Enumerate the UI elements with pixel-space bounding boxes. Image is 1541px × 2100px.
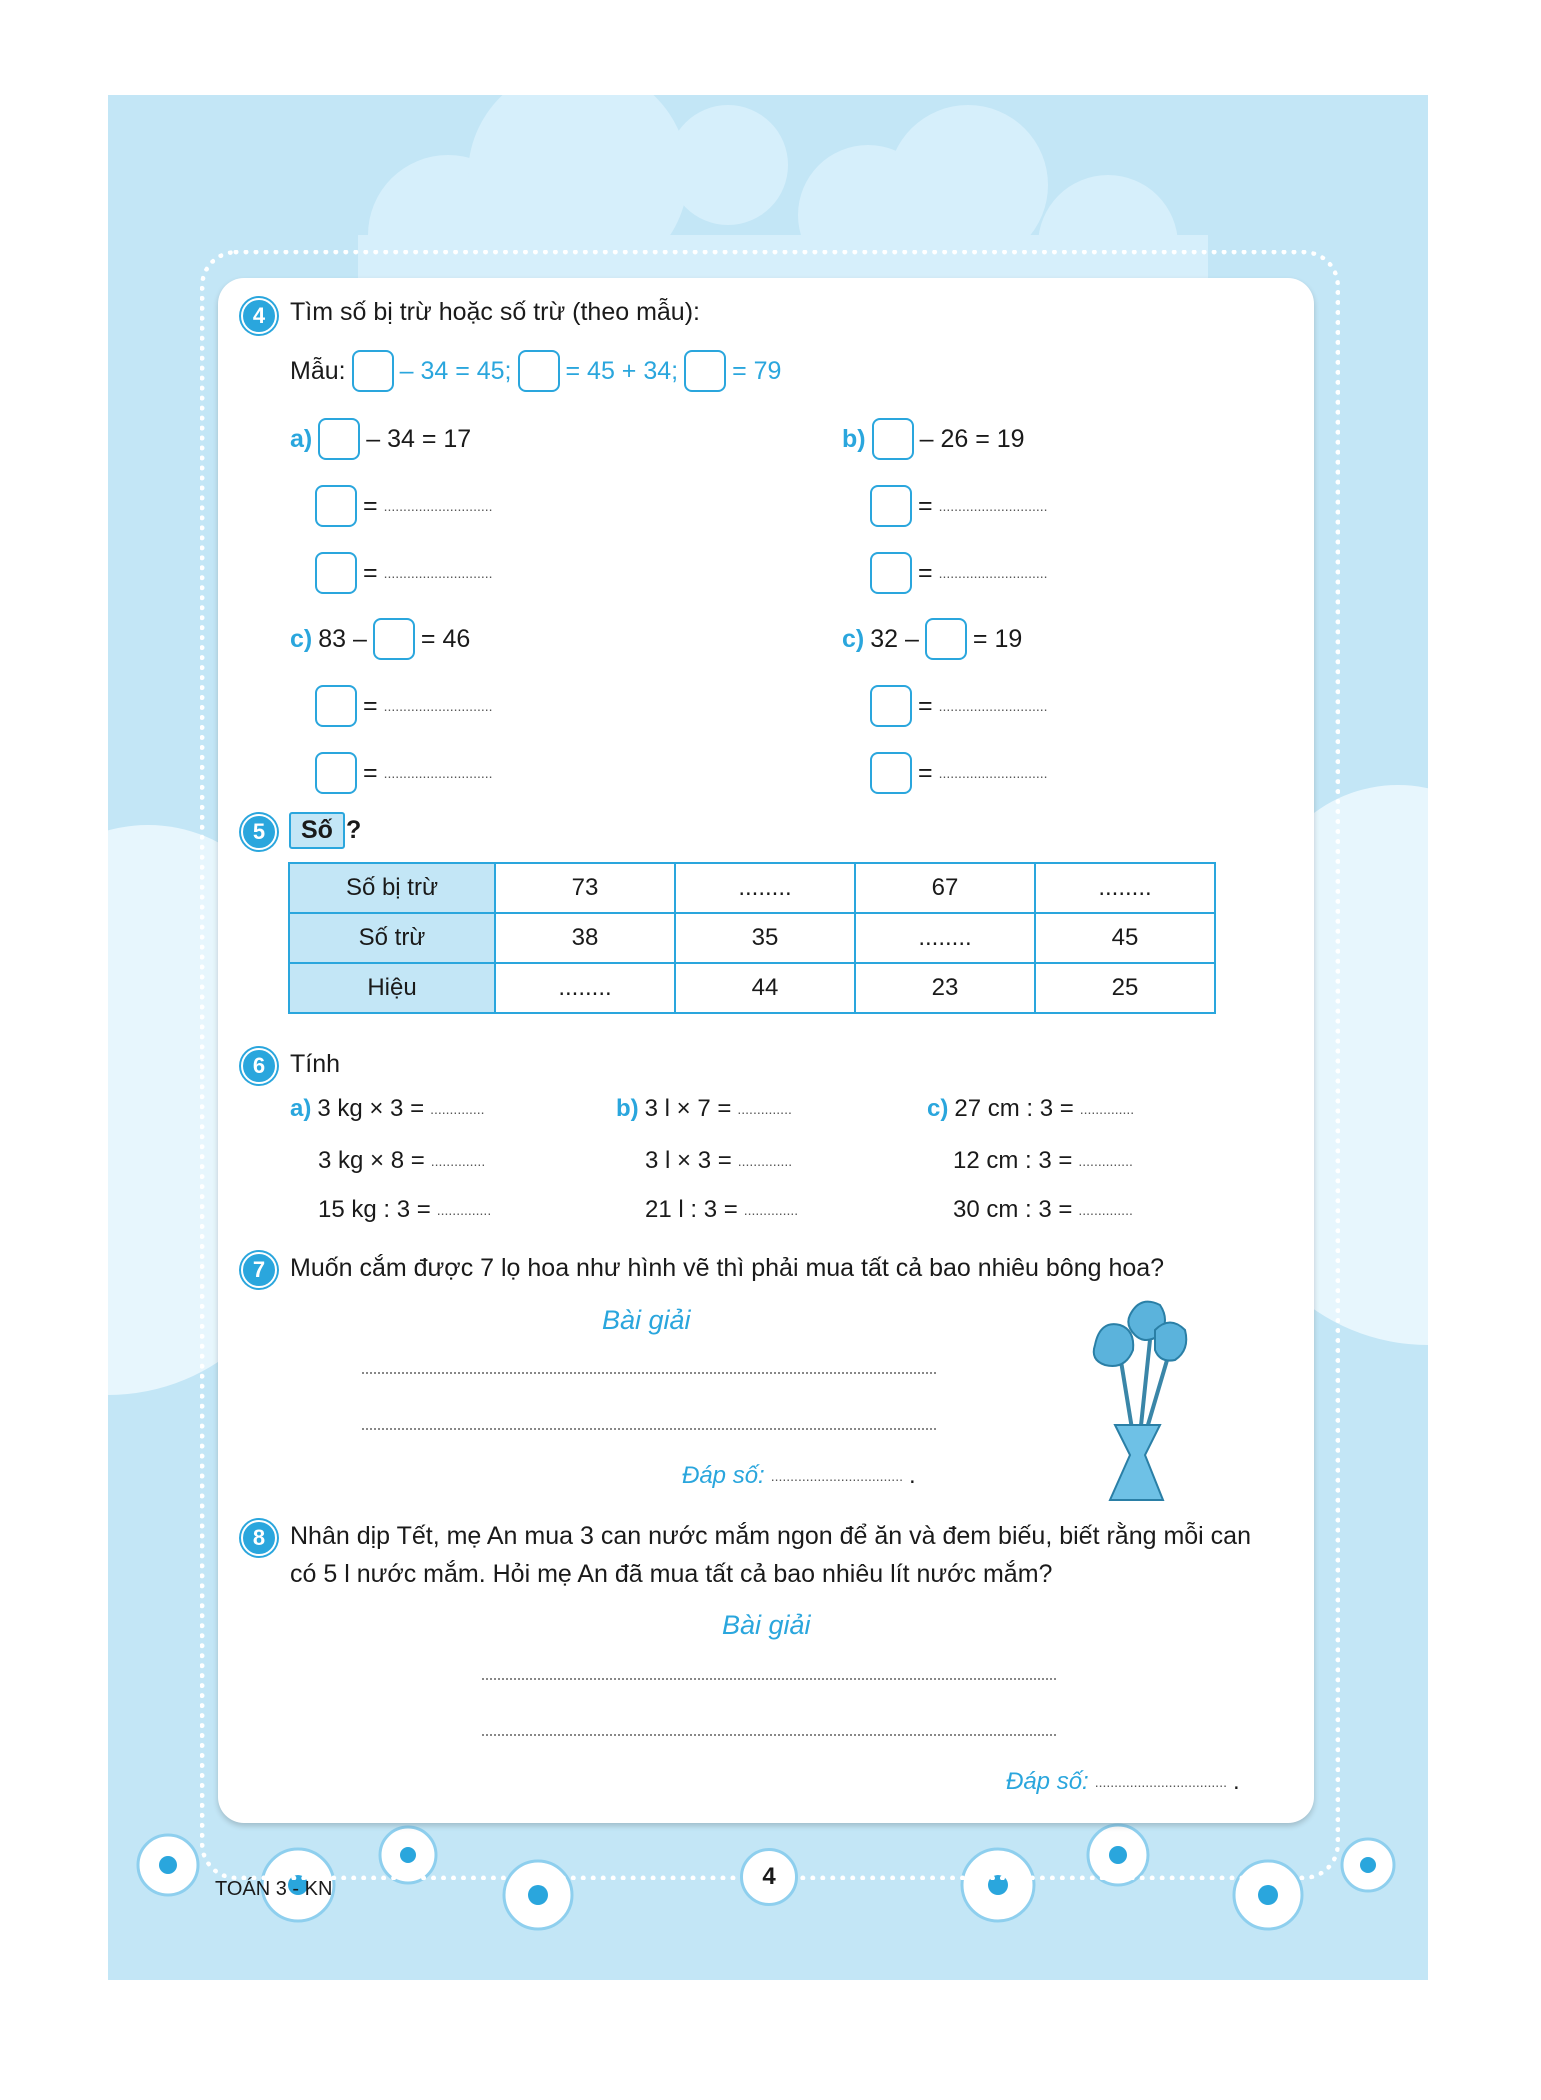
page-number: 4 [740, 1848, 798, 1906]
table-cell: 67 [855, 863, 1035, 913]
q8-solution-label: Bài giải [722, 1610, 811, 1640]
table-row [289, 963, 1215, 1013]
table-cell: 45 [1035, 913, 1215, 963]
fill-blank[interactable]: ............................ [938, 698, 1048, 714]
question-8-badge: 8 [241, 1520, 277, 1556]
q7-answer-row [682, 1462, 916, 1490]
q6-expr: 15 kg : 3 = [318, 1196, 431, 1223]
answer-box[interactable] [318, 418, 360, 460]
period: . [908, 1462, 916, 1489]
question-8-line-1: Nhân dịp Tết, mẹ An mua 3 can nước mắm ngon để ăn và đem biếu, biết rằng mỗi can [290, 1522, 1251, 1550]
equals-sign: = [918, 758, 933, 787]
answer-box[interactable] [925, 618, 967, 660]
q7-answer-line-2[interactable] [362, 1428, 936, 1430]
fill-blank[interactable]: .............. [737, 1101, 792, 1117]
q8-answer-label: Đáp số: [1006, 1768, 1089, 1795]
q7-answer-line-1[interactable] [362, 1372, 936, 1374]
part-c2-label: c) [842, 624, 865, 653]
part-c1-step-1 [315, 685, 493, 727]
part-c2-left: 32 – [870, 624, 919, 653]
equals-sign: = [363, 491, 378, 520]
q6-expr: 27 cm : 3 = [954, 1095, 1074, 1122]
q6-expr: 12 cm : 3 = [953, 1147, 1073, 1174]
table-header-cell: Số bị trừ [289, 863, 495, 913]
q6-expr: 21 l : 3 = [645, 1196, 738, 1223]
part-a-step-2 [315, 552, 493, 594]
q6-expr: 30 cm : 3 = [953, 1196, 1073, 1223]
fill-blank[interactable]: ............................ [938, 765, 1048, 781]
part-c1-left: 83 – [318, 624, 367, 653]
period: . [1232, 1768, 1240, 1795]
q6-c-label: c) [927, 1095, 949, 1122]
equals-sign: = [363, 558, 378, 587]
vase-flowers-icon [1075, 1295, 1195, 1505]
fill-blank[interactable]: ............................ [383, 498, 493, 514]
part-b-row [842, 418, 1025, 460]
book-title: TOÁN 3 - KN [215, 1878, 333, 1900]
answer-box[interactable] [872, 418, 914, 460]
part-c2-right: = 19 [972, 624, 1023, 653]
table-cell-blank[interactable]: ........ [855, 913, 1035, 963]
fill-blank[interactable]: .............. [743, 1202, 799, 1218]
fill-blank[interactable]: .............. [1079, 1101, 1135, 1117]
part-c1-right: = 46 [420, 624, 471, 653]
fill-blank[interactable]: ............................ [383, 698, 493, 714]
q6-expr: 3 l × 7 = [644, 1095, 732, 1122]
fill-blank[interactable]: .............. [1078, 1202, 1133, 1218]
part-c1-row [290, 618, 470, 660]
answer-box[interactable] [870, 552, 912, 594]
table-cell: 25 [1035, 963, 1215, 1013]
table-cell-blank[interactable]: ........ [675, 863, 855, 913]
table-cell: 38 [495, 913, 675, 963]
part-c1-label: c) [290, 624, 313, 653]
q8-answer-row [1006, 1768, 1240, 1796]
q6-expr: 3 kg × 3 = [317, 1095, 425, 1122]
part-a-step-1 [315, 485, 493, 527]
part-b-step-1 [870, 485, 1048, 527]
table-row [289, 913, 1215, 963]
table-row [289, 863, 1215, 913]
q6-c-3 [953, 1196, 1133, 1224]
q6-a-label: a) [290, 1095, 312, 1122]
equals-sign: = [363, 691, 378, 720]
fill-blank[interactable]: .............. [436, 1202, 492, 1218]
q6-a-2 [318, 1147, 485, 1175]
table-cell: 35 [675, 913, 855, 963]
q8-answer-line-1[interactable] [482, 1678, 1056, 1680]
part-a-label: a) [290, 424, 313, 453]
question-6-badge: 6 [241, 1048, 277, 1084]
subtraction-table [288, 862, 1216, 1014]
q6-expr: 3 kg × 8 = [318, 1147, 425, 1174]
table-cell: 73 [495, 863, 675, 913]
table-header-cell: Số trừ [289, 913, 495, 963]
q6-b-2 [645, 1147, 792, 1175]
answer-box[interactable] [315, 752, 357, 794]
equals-sign: = [918, 691, 933, 720]
part-c2-row [842, 618, 1022, 660]
sample-expr-1: – 34 = 45; [399, 356, 512, 385]
part-c2-step-2 [870, 752, 1048, 794]
question-4-title: Tìm số bị trừ hoặc số trừ (theo mẫu): [290, 298, 700, 326]
question-7-text: Muốn cắm được 7 lọ hoa như hình vẽ thì phải mua tất cả bao nhiêu bông hoa? [290, 1254, 1165, 1282]
q6-expr: 3 l × 3 = [645, 1147, 732, 1174]
answer-box[interactable] [870, 752, 912, 794]
q6-a-3 [318, 1196, 491, 1224]
answer-box[interactable] [373, 618, 415, 660]
fill-blank[interactable]: .............. [430, 1153, 486, 1169]
fill-blank[interactable]: ............................ [383, 565, 493, 581]
fill-blank[interactable]: ............................ [938, 498, 1048, 514]
fill-blank[interactable]: .............. [737, 1153, 793, 1169]
part-a-expr: – 34 = 17 [366, 424, 472, 453]
table-cell: 44 [675, 963, 855, 1013]
q6-c-2 [953, 1147, 1133, 1175]
answer-box[interactable] [870, 685, 912, 727]
answer-box[interactable] [315, 685, 357, 727]
answer-box[interactable] [684, 350, 726, 392]
answer-box[interactable] [352, 350, 394, 392]
q6-c-1 [927, 1095, 1134, 1123]
answer-box[interactable] [315, 552, 357, 594]
fill-blank[interactable]: .............. [1078, 1153, 1133, 1169]
fill-blank[interactable]: .................................. [770, 1468, 903, 1484]
answer-box[interactable] [315, 485, 357, 527]
fill-blank[interactable]: ............................ [938, 565, 1048, 581]
table-cell: 23 [855, 963, 1035, 1013]
table-header-cell: Hiệu [289, 963, 495, 1013]
answer-box[interactable] [518, 350, 560, 392]
fill-blank[interactable]: .................................. [1094, 1774, 1227, 1790]
question-5-badge: 5 [241, 814, 277, 850]
q6-b-3 [645, 1196, 798, 1224]
table-cell-blank[interactable]: ........ [1035, 863, 1215, 913]
q6-a-1 [290, 1095, 485, 1123]
question-7-badge: 7 [241, 1252, 277, 1288]
table-cell-blank[interactable]: ........ [495, 963, 675, 1013]
part-c2-step-1 [870, 685, 1048, 727]
q8-answer-line-2[interactable] [482, 1734, 1056, 1736]
fill-blank[interactable]: ............................ [383, 765, 493, 781]
question-5-tag: Số [289, 812, 345, 849]
question-8-line-2: có 5 l nước mắm. Hỏi mẹ An đã mua tất cả bao nhiêu lít nước mắm? [290, 1560, 1053, 1588]
sample-label: Mẫu: [290, 356, 346, 385]
question-4-badge: 4 [241, 298, 277, 334]
fill-blank[interactable]: .............. [430, 1101, 485, 1117]
question-5-mark: ? [346, 816, 362, 844]
q7-answer-label: Đáp số: [682, 1462, 765, 1489]
q7-solution-label: Bài giải [602, 1305, 691, 1335]
q6-b-label: b) [616, 1095, 639, 1122]
equals-sign: = [918, 491, 933, 520]
sample-expr-2: = 45 + 34; [565, 356, 679, 385]
part-b-step-2 [870, 552, 1048, 594]
answer-box[interactable] [870, 485, 912, 527]
question-6-title: Tính [290, 1050, 341, 1078]
part-b-expr: – 26 = 19 [919, 424, 1025, 453]
equals-sign: = [918, 558, 933, 587]
equals-sign: = [363, 758, 378, 787]
q6-b-1 [616, 1095, 792, 1123]
part-b-label: b) [842, 424, 866, 453]
sample-row [290, 350, 781, 392]
part-c1-step-2 [315, 752, 493, 794]
part-a-row [290, 418, 471, 460]
sample-expr-3: = 79 [732, 356, 782, 385]
